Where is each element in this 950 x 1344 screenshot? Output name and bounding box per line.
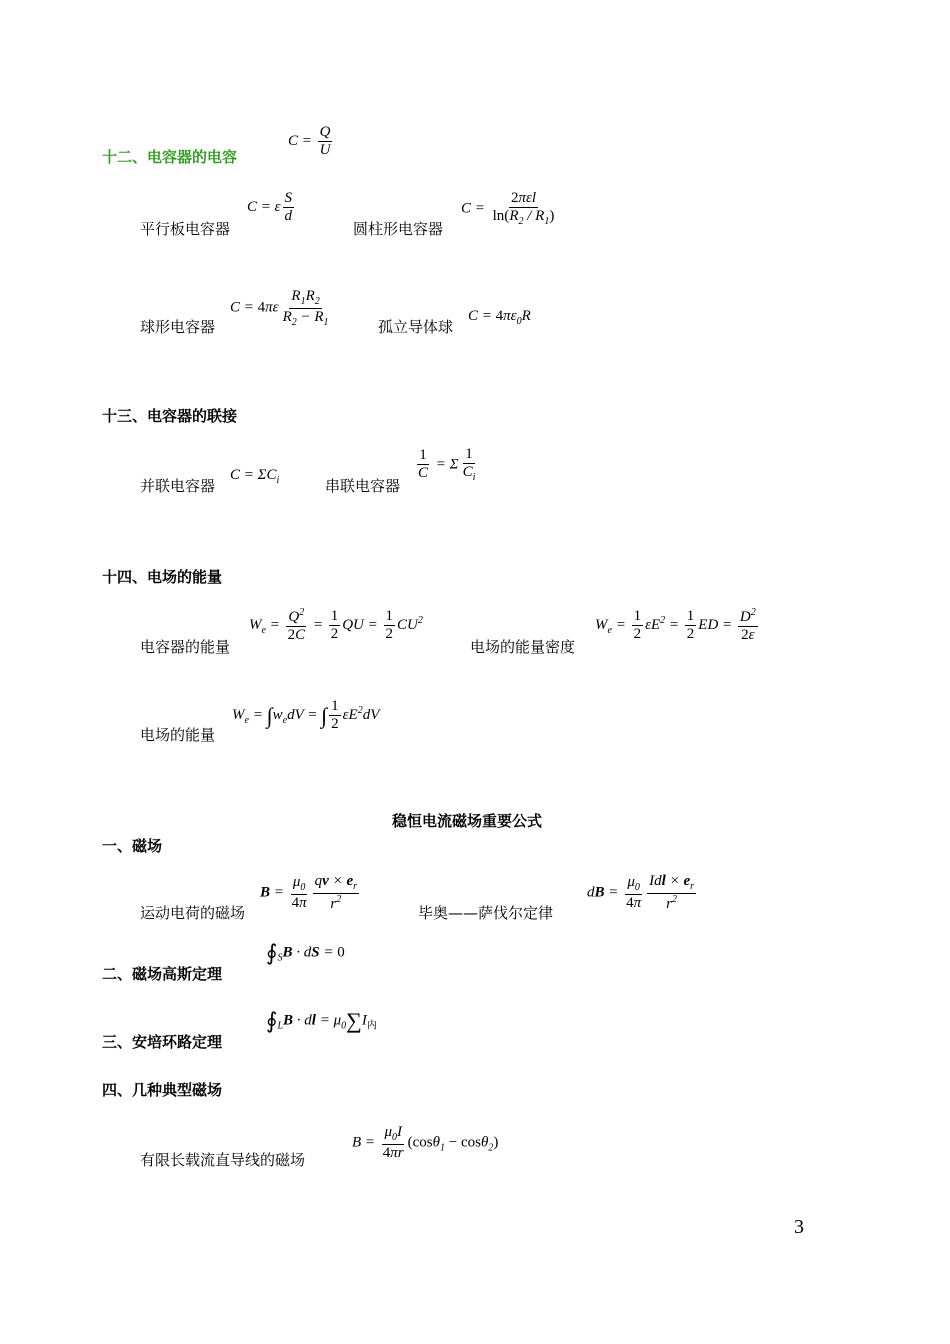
section-13-title: 十三、电容器的联接 [102,407,238,425]
formula-series-connection: $\frac{1}{C}$ = Σ $\frac{1}{C_i}$ [418,446,476,484]
formula-parallel-connection: $C = \Sigma C_i$ [230,467,280,486]
label-series-connection: 串联电容器 [325,477,401,495]
label-field-energy: 电场的能量 [140,726,216,744]
formula-field-energy: $W_e = \int w_edV$ = ∫ $\frac{1}{2}$ $\varepsilon E^2dV$ [232,698,380,733]
section-magnetic-3-title: 三、安培环路定理 [102,1033,223,1051]
label-spherical: 球形电容器 [140,318,216,336]
formula-biot-savart: dB = $\frac{\mu_0}{4\pi}$ $\frac{Idl \times e_r}{r^2}$ [587,873,695,912]
formula-gauss-magnetism: $∮_SB$ · dS = 0 [266,940,345,965]
label-energy-density: 电场的能量密度 [470,638,576,656]
formula-energy-density: $W_e$ = $\frac{1}{2}$ $\varepsilon E^2$ = $\frac{1}{2}$ ED = $\frac{D^2}{2\varepsilon}$ [595,607,756,644]
magnetism-heading: 稳恒电流磁场重要公式 [392,812,543,830]
formula-cylindrical: C = $\frac{\text{2πεl}}{\ln(R_2 / R_1)}$ [461,190,555,228]
section-magnetic-4-title: 四、几种典型磁场 [102,1081,223,1099]
section-12-title: 十二、电容器的电容 [102,148,238,166]
section-magnetic-1-title: 一、磁场 [102,837,163,855]
formula-finite-wire: B = $\frac{\mu_0I}{4\pi r}$ (cosθ$_1$ − cosθ$_2$) [352,1124,499,1161]
formula-spherical: C = 4πε $\frac{R_1R_2}{R_2 - R_1}$ [230,288,329,328]
formula-parallel-plate: C = ε $\frac{S}{d}$ [247,190,293,225]
formula-capacitance: C = $\frac{Q}{U}$ [288,124,331,159]
section-magnetic-2-title: 二、磁场高斯定理 [102,965,223,983]
label-biot-savart: 毕奥——萨伐尔定律 [418,904,554,922]
section-14-title: 十四、电场的能量 [102,568,223,586]
label-finite-wire: 有限长载流直导线的磁场 [140,1151,306,1169]
label-isolated-sphere: 孤立导体球 [378,318,454,336]
formula-moving-charge: B = $\frac{\mu_0}{4\pi}$ $\frac{qv \times e_r}{r^2}$ [260,873,358,912]
label-parallel-connection: 并联电容器 [140,477,216,495]
formula-ampere-circuital: $∮_LB$ · dl = $\mu_0\sum I_内$ [266,1008,377,1033]
page-number: 3 [794,1216,804,1238]
label-capacitor-energy: 电容器的能量 [140,638,231,656]
label-moving-charge: 运动电荷的磁场 [140,904,246,922]
label-parallel-plate: 平行板电容器 [140,220,231,238]
formula-isolated-sphere: $C = 4\pi\varepsilon_0R$ [468,308,531,327]
label-cylindrical: 圆柱形电容器 [353,220,444,238]
formula-capacitor-energy: $W_e$ = $\frac{Q^2}{2C}$ = $\frac{1}{2}$ QU = $\frac{1}{2}$ $CU^2$ [249,607,423,644]
